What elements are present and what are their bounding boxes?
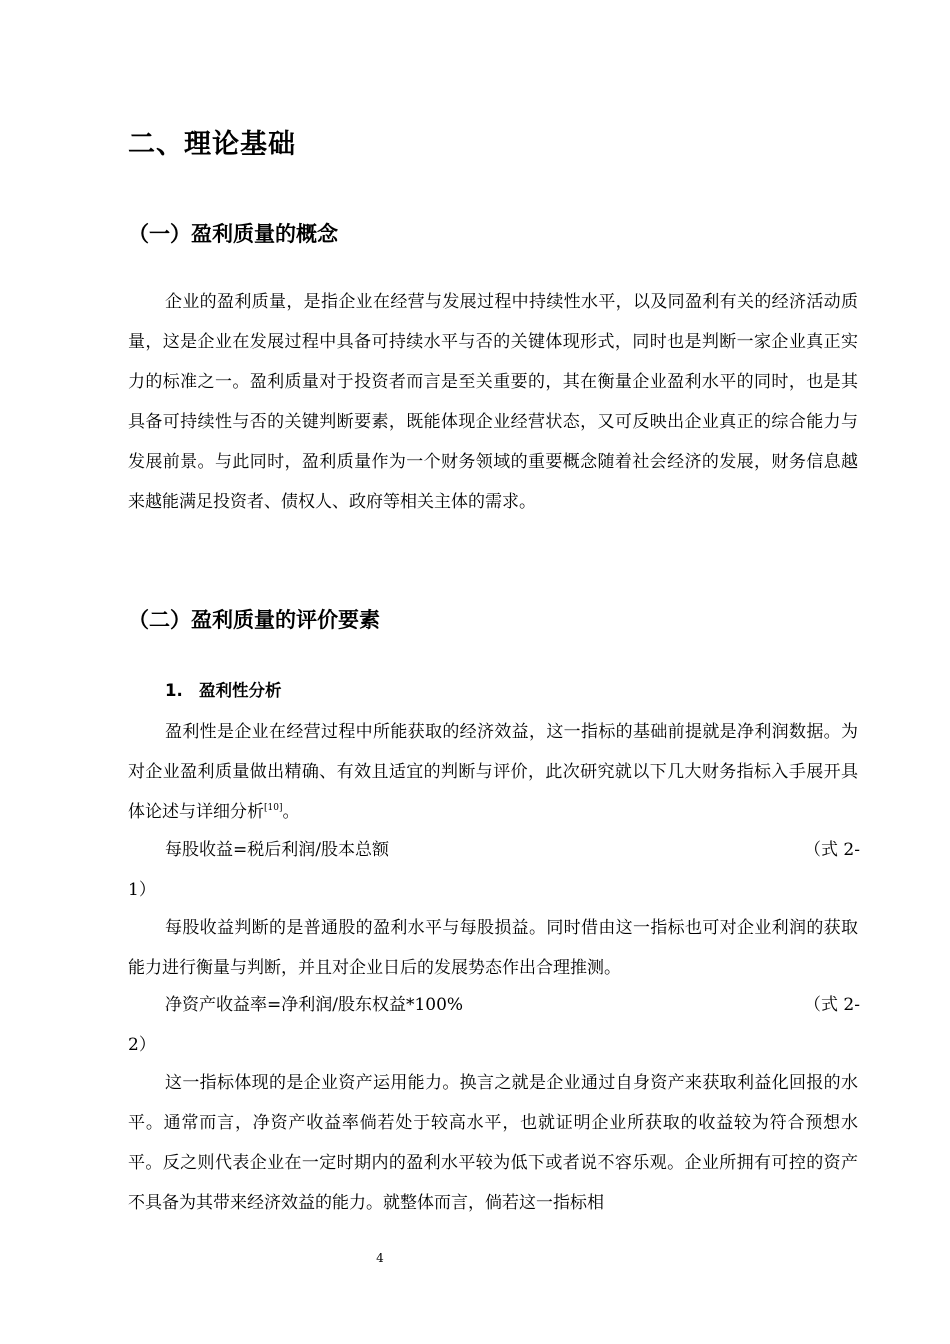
subsection-number: 1. bbox=[165, 681, 183, 700]
section-heading-concept: （一）盈利质量的概念 bbox=[128, 222, 338, 246]
subsection-title: 盈利性分析 bbox=[199, 681, 282, 700]
subsection-heading-profitability bbox=[165, 677, 282, 701]
formula-roe-tag: （式 2- bbox=[804, 995, 860, 1015]
profitability-paragraph bbox=[128, 712, 858, 832]
roe-paragraph: 这一指标体现的是企业资产运用能力。换言之就是企业通过自身资产来获取利益化回报的水平。通常而言，净资产收益率倘若处于较高水平，也就证明企业所获取的收益较为符合预想水平。反之则代表企业在一定时期内的盈利水平较为低下或者说不容乐观。企业所拥有可控的资产不具备为其带来经济效益的能力。就整体而言，倘若这一指标相 bbox=[128, 1073, 858, 1213]
page-number: 4 bbox=[376, 1251, 384, 1265]
formula-roe-tag-tail: 2） bbox=[128, 1035, 156, 1055]
formula-eps-tag: （式 2- bbox=[804, 840, 860, 860]
chapter-heading: 二、理论基础 bbox=[128, 129, 296, 160]
profitability-text: 盈利性是企业在经营过程中所能获取的经济效益，这一指标的基础前提就是净利润数据。为对企业盈利质量做出精确、有效且适宜的判断与评价，此次研究就以下几大财务指标入手展开具体论述与详细分析 bbox=[128, 722, 858, 822]
formula-roe-expression: 净资产收益率=净利润/股东权益*100% bbox=[165, 995, 464, 1015]
concept-paragraph: 企业的盈利质量，是指企业在经营与发展过程中持续性水平，以及同盈利有关的经济活动质量，这是企业在发展过程中具备可持续水平与否的关键体现形式，同时也是判断一家企业真正实力的标准之一。盈利质量对于投资者而言是至关重要的，其在衡量企业盈利水平的同时，也是其具备可持续性与否的关键判断要素，既能体现企业经营状态，又可反映出企业真正的综合能力与发展前景。与此同时，盈利质量作为一个财务领域的重要概念随着社会经济的发展，财务信息越来越能满足投资者、债权人、政府等相关主体的需求。 bbox=[128, 292, 858, 512]
profitability-text-end: 。 bbox=[282, 802, 300, 822]
section-heading-evaluation: （二）盈利质量的评价要素 bbox=[128, 608, 380, 632]
eps-paragraph: 每股收益判断的是普通股的盈利水平与每股损益。同时借由这一指标也可对企业利润的获取能力进行衡量与判断，并且对企业日后的发展势态作出合理推测。 bbox=[128, 918, 858, 978]
formula-eps-expression: 每股收益=税后利润/股本总额 bbox=[165, 840, 389, 860]
citation-ref: [10] bbox=[264, 803, 283, 813]
formula-eps-tag-tail: 1） bbox=[128, 880, 156, 900]
